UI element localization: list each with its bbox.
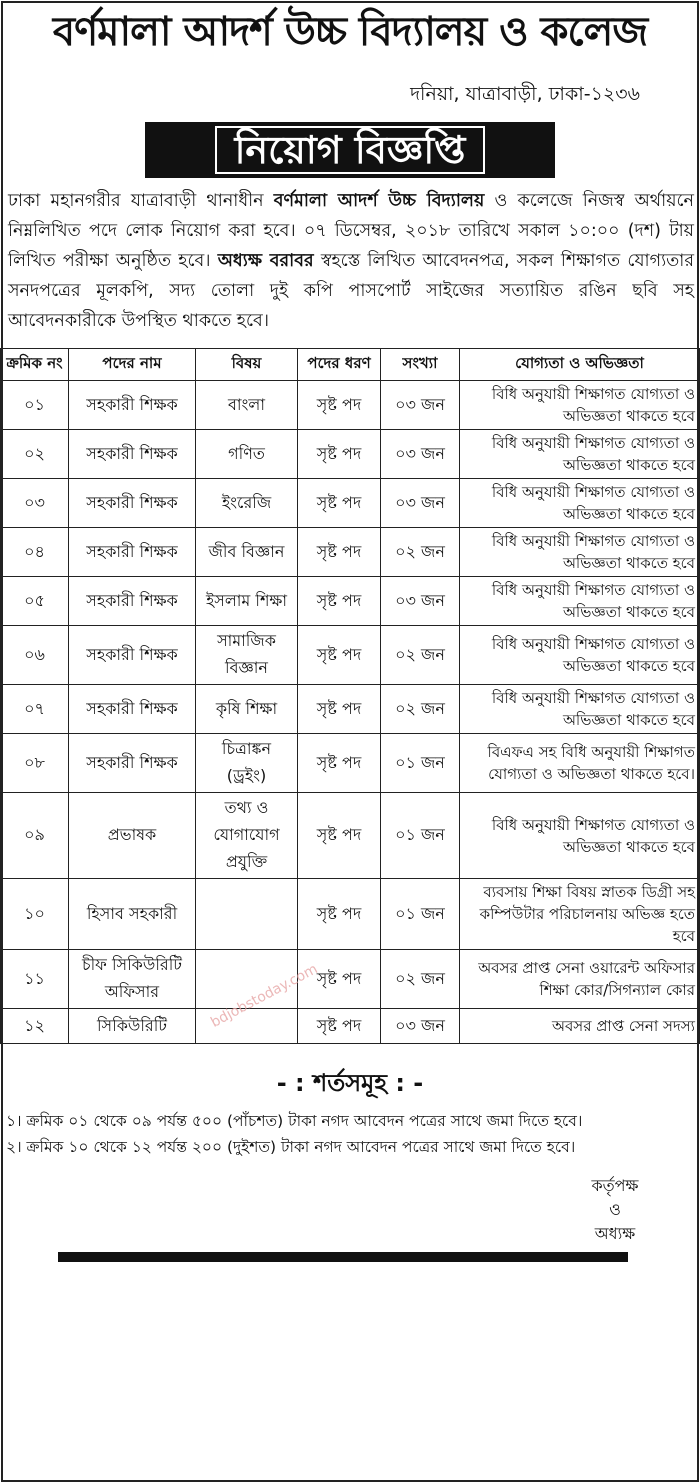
table-cell: ০৯	[1, 793, 69, 879]
notice-banner	[145, 122, 555, 178]
table-cell: সহকারী শিক্ষক	[69, 685, 196, 734]
table-cell: সৃষ্ট পদ	[298, 430, 381, 479]
table-cell: সৃষ্ট পদ	[298, 1009, 381, 1044]
table-cell: ০৩ জন	[381, 430, 460, 479]
bottom-rule	[58, 1252, 628, 1262]
table-cell: ১০	[1, 879, 69, 950]
table-row	[1, 685, 700, 734]
table-cell: সৃষ্ট পদ	[298, 685, 381, 734]
table-row	[1, 1009, 700, 1044]
signature-line: ও	[609, 1200, 621, 1219]
signature-line: অধ্যক্ষ	[594, 1224, 636, 1243]
column-header: যোগ্যতা ও অভিজ্ঞতা	[460, 349, 700, 381]
table-cell: সৃষ্ট পদ	[298, 734, 381, 793]
table-cell: ০২ জন	[381, 685, 460, 734]
table-row	[1, 528, 700, 577]
institution-title: বর্ণমালা আদর্শ উচ্চ বিদ্যালয় ও কলেজ	[52, 9, 648, 55]
term-item: ২। ক্রমিক ১০ থেকে ১২ পর্যন্ত ২০০ (দুইশত) টাকা নগদ আবেদন পত্রের সাথে জমা দিতে হবে।	[6, 1138, 576, 1156]
table-row	[1, 381, 700, 430]
table-cell: সৃষ্ট পদ	[298, 626, 381, 685]
intro-text: স্বহস্তে লিখিত আবেদনপত্র, সকল শিক্ষাগত যোগ্যতার সনদপত্রের মূলকপি, সদ্য তোলা দুই কপি পাসপোর্ট সাইজের সত্যায়িত রঙিন ছবি সহ আবেদনকারীকে উপস্থিত থাকতে হবে।	[8, 251, 694, 331]
table-row	[1, 793, 700, 879]
table-cell: প্রভাষক	[69, 793, 196, 879]
table-row	[1, 626, 700, 685]
intro-text: ও কলেজে নিজস্ব অর্থায়নে নিম্নলিখিত পদে লোক নিয়োগ করা হবে। ০৭ ডিসেম্বর, ২০১৮ তারিখে সকাল ১০:০০ (দশ) টায় লিখিত পরীক্ষা অনুষ্ঠিত হবে।	[8, 191, 694, 271]
table-cell	[196, 879, 298, 950]
table-cell: গণিত	[196, 430, 298, 479]
column-header: পদের ধরণ	[298, 349, 381, 381]
table-cell: ০৩ জন	[381, 479, 460, 528]
table-cell: বিধি অনুযায়ী শিক্ষাগত যোগ্যতা ও অভিজ্ঞতা থাকতে হবে	[460, 793, 700, 879]
table-cell: সিকিউরিটি	[69, 1009, 196, 1044]
table-cell: অবসর প্রাপ্ত সেনা সদস্য	[460, 1009, 700, 1044]
intro-text: ঢাকা মহানগরীর যাত্রাবাড়ী থানাধীন	[8, 191, 274, 211]
intro-bold: বর্ণমালা আদর্শ উচ্চ বিদ্যালয়	[273, 191, 485, 211]
table-cell: বিধি অনুযায়ী শিক্ষাগত যোগ্যতা ও অভিজ্ঞতা থাকতে হবে	[460, 430, 700, 479]
column-header: সংখ্যা	[381, 349, 460, 381]
table-cell: সহকারী শিক্ষক	[69, 626, 196, 685]
watermark: bdjobstoday.com	[208, 961, 321, 1031]
table-cell: কৃষি শিক্ষা	[196, 685, 298, 734]
intro-bold: অধ্যক্ষ বরাবর	[217, 251, 314, 271]
table-row	[1, 879, 700, 950]
table-row	[1, 950, 700, 1009]
table-cell: ০১ জন	[381, 734, 460, 793]
table-cell: জীব বিজ্ঞান	[196, 528, 298, 577]
table-cell: বিএফএ সহ বিধি অনুযায়ী শিক্ষাগত যোগ্যতা ও অভিজ্ঞতা থাকতে হবে।	[460, 734, 700, 793]
table-cell: সৃষ্ট পদ	[298, 528, 381, 577]
table-cell: ০১ জন	[381, 793, 460, 879]
table-row	[1, 734, 700, 793]
column-header: ক্রমিক নং	[1, 349, 69, 381]
address: দনিয়া, যাত্রাবাড়ী, ঢাকা-১২৩৬	[410, 83, 640, 105]
table-cell: ০২	[1, 430, 69, 479]
table-cell: বিধি অনুযায়ী শিক্ষাগত যোগ্যতা ও অভিজ্ঞতা থাকতে হবে	[460, 626, 700, 685]
table-cell: সহকারী শিক্ষক	[69, 430, 196, 479]
table-cell: সৃষ্ট পদ	[298, 577, 381, 626]
table-cell: ব্যবসায় শিক্ষা বিষয় স্নাতক ডিগ্রী সহ কম্পিউটার পরিচালনায় অভিজ্ঞ হতে হবে	[460, 879, 700, 950]
table-cell: ১১	[1, 950, 69, 1009]
intro-paragraph	[8, 186, 694, 336]
table-cell: সৃষ্ট পদ	[298, 950, 381, 1009]
table-cell: ০১	[1, 381, 69, 430]
table-cell: সামাজিক বিজ্ঞান	[196, 626, 298, 685]
table-cell: সৃষ্ট পদ	[298, 381, 381, 430]
table-cell: ০৮	[1, 734, 69, 793]
vacancy-table	[0, 348, 700, 1044]
table-row	[1, 430, 700, 479]
table-cell: সহকারী শিক্ষক	[69, 528, 196, 577]
table-cell: ০৩ জন	[381, 381, 460, 430]
vacancy-table-wrap	[0, 348, 700, 1044]
table-cell: বাংলা	[196, 381, 298, 430]
table-cell: ০৬	[1, 626, 69, 685]
table-cell: ০২ জন	[381, 626, 460, 685]
table-cell: সহকারী শিক্ষক	[69, 479, 196, 528]
table-cell: বিধি অনুযায়ী শিক্ষাগত যোগ্যতা ও অভিজ্ঞতা থাকতে হবে	[460, 528, 700, 577]
table-cell: চিত্রাঙ্কন (ড্রইং)	[196, 734, 298, 793]
table-cell: ১২	[1, 1009, 69, 1044]
signature	[560, 1174, 670, 1246]
table-cell: সৃষ্ট পদ	[298, 479, 381, 528]
terms-heading: - : শর্তসমূহ : -	[276, 1069, 424, 1097]
table-cell: ইসলাম শিক্ষা	[196, 577, 298, 626]
column-header: পদের নাম	[69, 349, 196, 381]
banner-text: নিয়োগ বিজ্ঞপ্তি	[215, 126, 486, 174]
table-cell: বিধি অনুযায়ী শিক্ষাগত যোগ্যতা ও অভিজ্ঞতা থাকতে হবে	[460, 381, 700, 430]
table-cell: হিসাব সহকারী	[69, 879, 196, 950]
table-cell: ০৩ জন	[381, 1009, 460, 1044]
table-cell: ০২ জন	[381, 528, 460, 577]
table-cell: ০২ জন	[381, 950, 460, 1009]
table-cell: ০৩	[1, 479, 69, 528]
table-cell: সহকারী শিক্ষক	[69, 734, 196, 793]
table-cell: সহকারী শিক্ষক	[69, 381, 196, 430]
table-cell: ০৭	[1, 685, 69, 734]
table-cell: ০৫	[1, 577, 69, 626]
column-header: বিষয়	[196, 349, 298, 381]
table-cell: সৃষ্ট পদ	[298, 793, 381, 879]
terms-list	[6, 1108, 694, 1160]
header-row	[1, 349, 700, 381]
table-cell: বিধি অনুযায়ী শিক্ষাগত যোগ্যতা ও অভিজ্ঞতা থাকতে হবে	[460, 577, 700, 626]
table-cell: অবসর প্রাপ্ত সেনা ওয়ারেন্ট অফিসার শিক্ষা কোর/সিগন্যাল কোর	[460, 950, 700, 1009]
table-row	[1, 479, 700, 528]
table-cell: তথ্য ও যোগাযোগ প্রযুক্তি	[196, 793, 298, 879]
table-cell: ০৩ জন	[381, 577, 460, 626]
table-cell: ০১ জন	[381, 879, 460, 950]
table-cell: ইংরেজি	[196, 479, 298, 528]
table-cell: চীফ সিকিউরিটি অফিসার	[69, 950, 196, 1009]
term-item: ১। ক্রমিক ০১ থেকে ০৯ পর্যন্ত ৫০০ (পাঁচশত) টাকা নগদ আবেদন পত্রের সাথে জমা দিতে হবে।	[6, 1112, 583, 1130]
table-cell: বিধি অনুযায়ী শিক্ষাগত যোগ্যতা ও অভিজ্ঞতা থাকতে হবে	[460, 685, 700, 734]
table-cell: ০৪	[1, 528, 69, 577]
table-cell: সৃষ্ট পদ	[298, 879, 381, 950]
table-row	[1, 577, 700, 626]
signature-line: কর্তৃপক্ষ	[591, 1176, 639, 1195]
table-cell: সহকারী শিক্ষক	[69, 577, 196, 626]
table-cell: বিধি অনুযায়ী শিক্ষাগত যোগ্যতা ও অভিজ্ঞতা থাকতে হবে	[460, 479, 700, 528]
